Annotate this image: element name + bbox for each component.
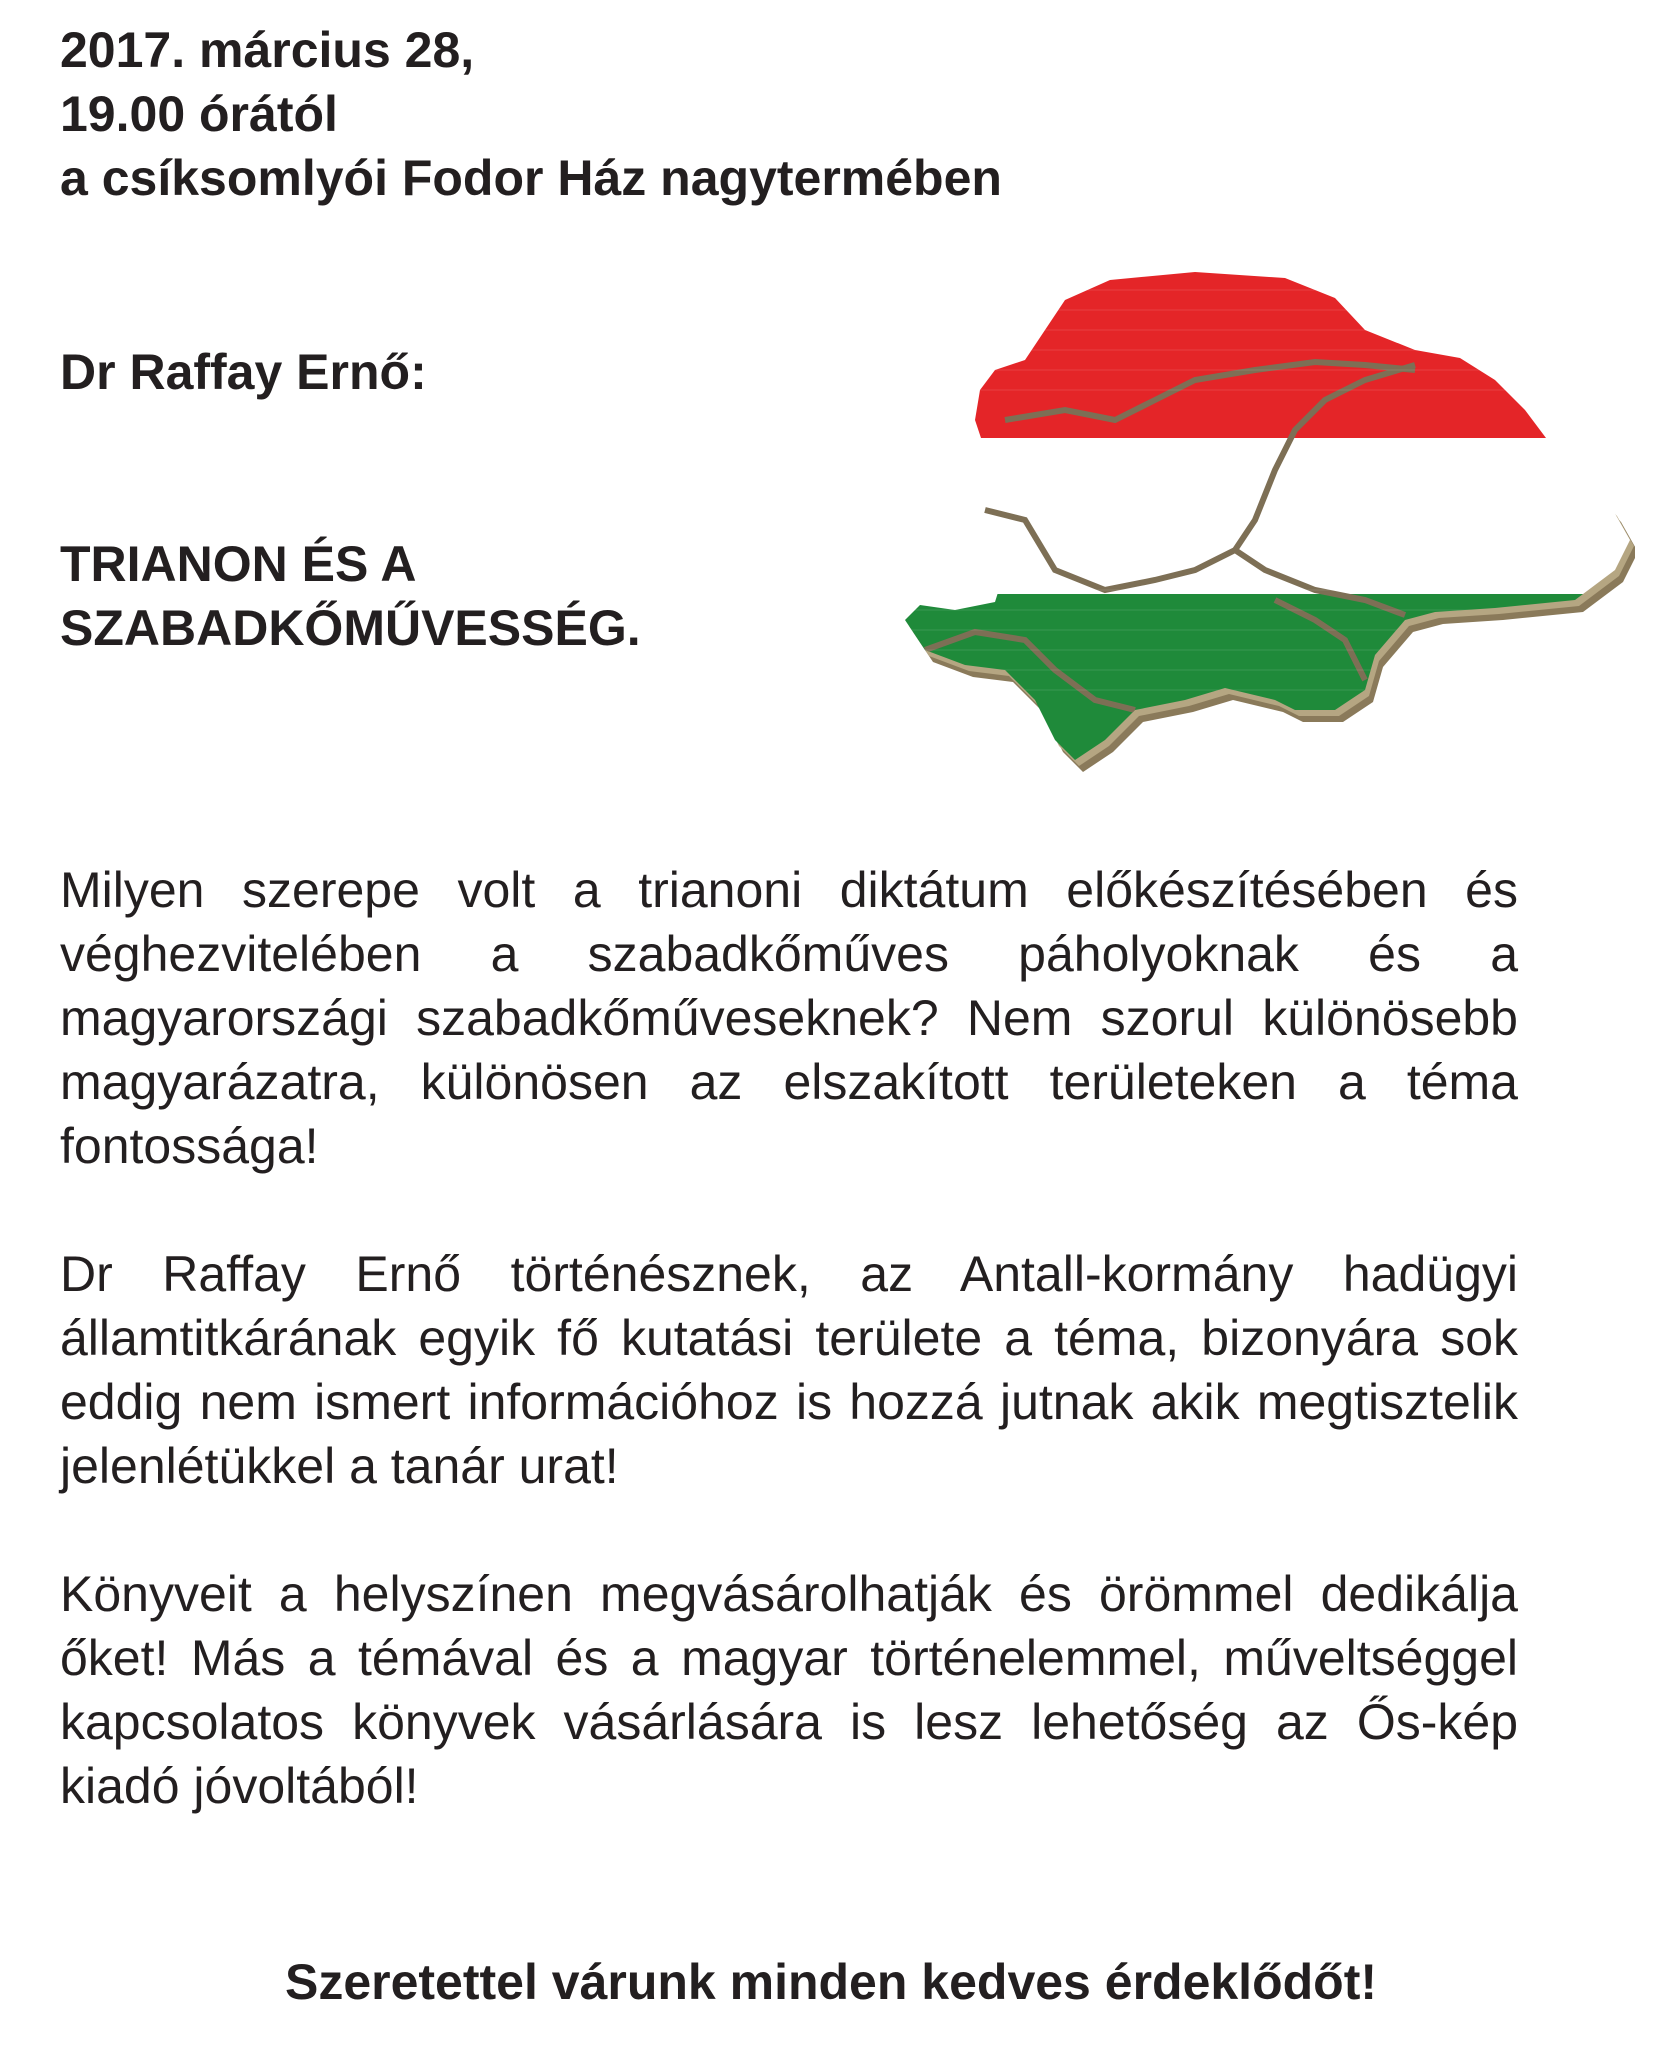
closing-invitation: Szeretettel várunk minden kedves érdeklődőt! [284,1954,1378,2010]
lecture-title [60,532,641,660]
greater-hungary-flag-map [895,270,1635,800]
paragraph-question: Milyen szerepe volt a trianoni diktátum előkészítésében és véghezvitelében a szabadkőműves páholyoknak és a magyarországi szabadkőműveseknek? Nem szorul különösebb magyarázatra, különösen az elszakított területeken a téma fontossága! [60,862,1518,1174]
speaker-name: Dr Raffay Ernő: [60,344,427,400]
event-venue: a csíksomlyói Fodor Ház nagytermében [60,150,1002,206]
paragraph-books: Könyveit a helyszínen megvásárolhatják és örömmel dedikálja őket! Más a témával és a magyar történelemmel, műveltséggel kapcsolatos könyvek vásárlására is lesz lehetőség az Ős-kép kiadó jóvoltából! [60,1566,1518,1814]
event-time: 19.00 órától [60,86,338,142]
lecture-title-line-1: TRIANON ÉS A [60,536,417,592]
lecture-title-line-2: SZABADKŐMŰVESSÉG. [60,600,641,656]
event-details [60,18,1002,210]
paragraph-speaker-bio: Dr Raffay Ernő történésznek, az Antall-kormány hadügyi államtitkárának egyik fő kutatási területe a téma, bizonyára sok eddig nem ismert információhoz is hozzá jutnak akik megtisztelik jelenlétükkel a tanár urat! [60,1246,1518,1494]
event-date: 2017. március 28, [60,22,475,78]
